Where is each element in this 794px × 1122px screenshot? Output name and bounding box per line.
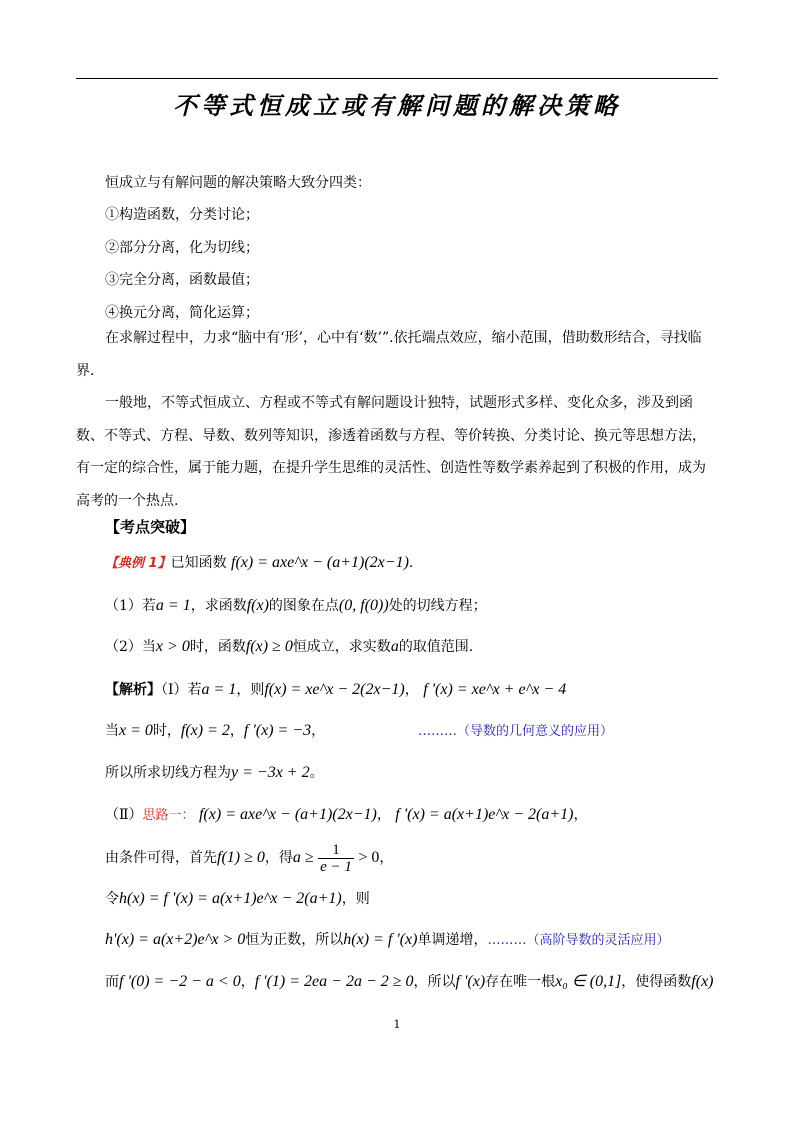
note-higher-derivative: ………（高阶导数的灵活应用）	[487, 933, 670, 948]
section-heading: 【考点突破】	[105, 518, 196, 536]
header-rule	[76, 78, 718, 79]
solution-line-7: h'(x) = a(x+2)e^x > 0恒为正数，所以h(x) = f '(x)单调递增，………（高阶导数的灵活应用）	[105, 931, 670, 948]
example-tag: 【典例 1】	[105, 556, 171, 571]
solution-line-1: 【解析】（Ⅰ）若a = 1，则f(x) = xe^x − 2(2x−1)， f '(x) = xe^x + e^x − 4	[105, 681, 567, 698]
intro-item-1: ①构造函数，分类讨论；	[105, 207, 259, 223]
question-1: （1）若a = 1，求函数f(x)的图象在点(0, f(0))处的切线方程；	[105, 597, 487, 614]
solution-line-3: 所以所求切线方程为y = −3x + 2。	[105, 764, 324, 781]
idea-one-label: 思路一：	[142, 808, 195, 823]
page-number: 1	[393, 1018, 401, 1031]
example-formula: f(x) = axe^x − (a+1)(2x−1)	[231, 554, 409, 571]
question-2: （2）当x > 0时，函数f(x) ≥ 0恒成立，求实数a的取值范围.	[105, 638, 474, 655]
solution-line-8: 而f '(0) = −2 − a < 0，f '(1) = 2ea − 2a − 2 ≥ 0，所以f '(x)存在唯一根x₀ ∈ (0,1]，使得函数f(x)	[105, 973, 714, 990]
intro-item-4: ④换元分离，简化运算；	[105, 305, 259, 321]
solution-line-6: 令h(x) = f '(x) = a(x+1)e^x − 2(a+1)，则	[105, 890, 370, 907]
note-geometric-meaning: ………（导数的几何意义的应用）	[418, 724, 614, 739]
fraction: $\frac{1}{e - 1}$	[320, 841, 352, 875]
example-stem: 【典例 1】已知函数 f(x) = axe^x − (a+1)(2x−1).	[105, 554, 414, 571]
intro-item-3: ③完全分离，函数最值；	[105, 272, 259, 288]
solution-line-5: 由条件可得，首先f(1) ≥ 0，得a ≥ $\frac{1}{e - 1}$ > 0，	[105, 841, 394, 875]
solution-line-4: （Ⅱ）思路一： f(x) = axe^x − (a+1)(2x−1)， f '(x) = a(x+1)e^x − 2(a+1)，	[105, 806, 588, 823]
intro-lead: 恒成立与有解问题的解决策略大致分四类：	[105, 175, 371, 191]
intro-paragraph-1: 在求解过程中，力求“脑中有‘形’，心中有‘数’”.依托端点效应，缩小范围，借助数形结合，寻找临界.	[76, 330, 702, 379]
intro-item-2: ②部分分离，化为切线；	[105, 240, 259, 256]
solution-line-2: 当x = 0时，f(x) = 2，f '(x) = −3，	[105, 722, 326, 739]
page-title: 不等式恒成立或有解问题的解决策略	[173, 91, 621, 120]
intro-paragraph-2: 一般地，不等式恒成立、方程或不等式有解问题设计独特，试题形式多样、变化众多，涉及到函数、不等式、方程、导数、数列等知识，渗透着函数与方程、等价转换、分类讨论、换元等思想方法，有一定的综合性，属于能力题，在提升学生思维的灵活性、创造性等数学素养起到了积极的作用，成为高考的一个热点.	[76, 395, 706, 509]
